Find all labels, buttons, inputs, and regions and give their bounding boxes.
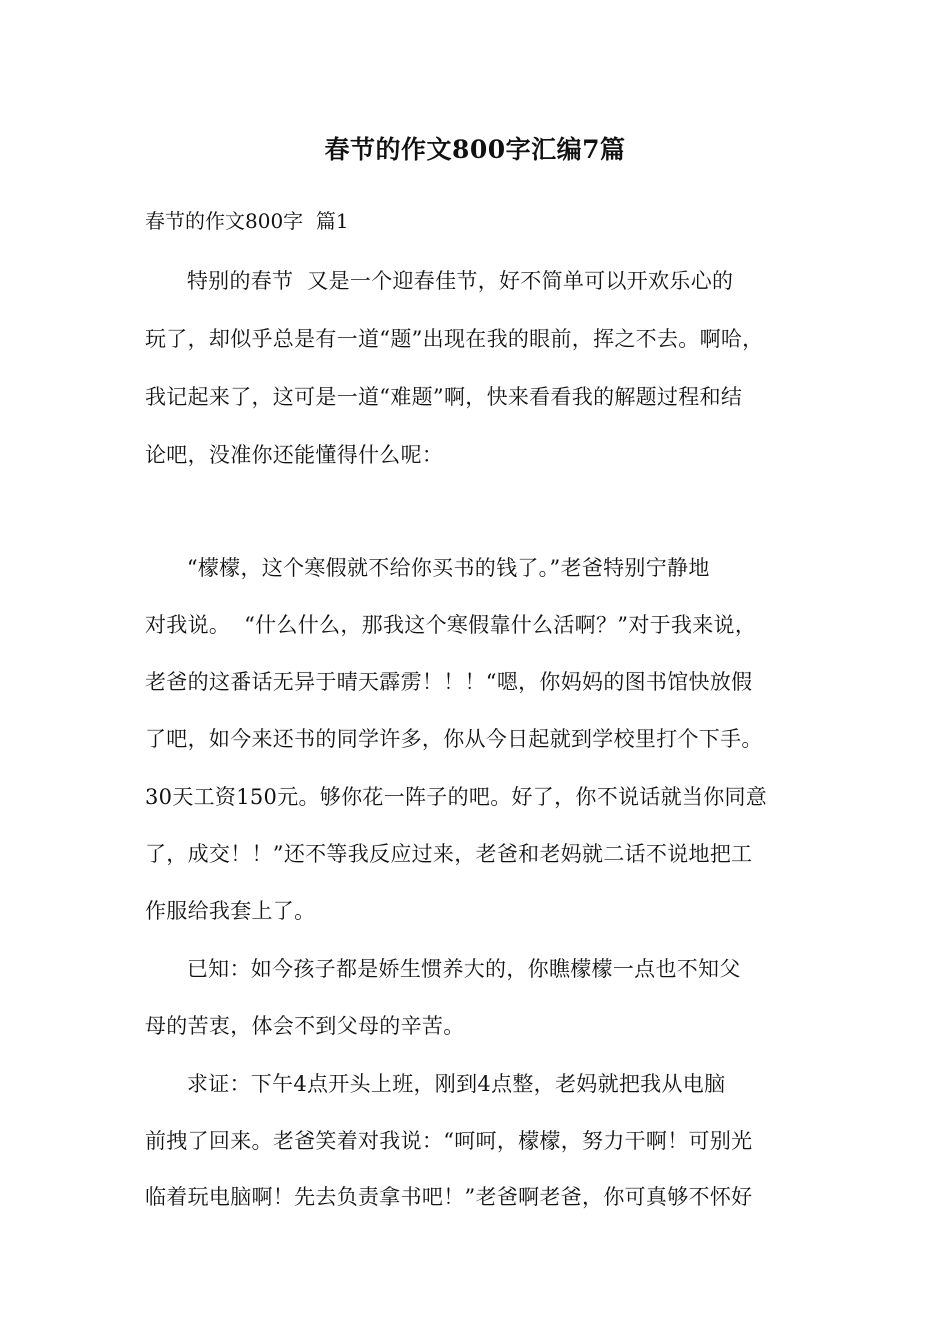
paragraph-line: 作服给我套上了。	[145, 899, 316, 923]
paragraph-line: 玩了，却似乎总是有一道“题”出现在我的眼前，挥之不去。啊哈，	[145, 327, 764, 351]
paragraph-line: 已知：如今孩子都是娇生惯养大的，你瞧檬檬一点也不知父	[145, 957, 741, 981]
paragraph-line: 前拽了回来。老爸笑着对我说：“呵呵，檬檬，努力干啊！可别光	[145, 1129, 753, 1153]
paragraph-line: 对我说。 “什么什么，那我这个寒假靠什么活啊？”对于我来说，	[145, 613, 757, 637]
section-heading: 春节的作文800字 篇1	[145, 209, 349, 233]
paragraph-line: 母的苦衷，体会不到父母的辛苦。	[145, 1014, 465, 1038]
paragraph-line: 老爸的这番话无异于晴天霹雳！！！“嗯，你妈妈的图书馆快放假	[145, 670, 753, 694]
paragraph-line: 30天工资150元。够你花一阵子的吧。好了，你不说话就当你同意	[145, 785, 768, 809]
paragraph-line: 了吧，如今来还书的同学许多，你从今日起就到学校里打个下手。	[145, 727, 763, 751]
paragraph-line: 论吧，没准你还能懂得什么呢：	[145, 443, 444, 467]
paragraph-line: 我记起来了，这可是一道“难题”啊，快来看看我的解题过程和结	[145, 385, 743, 409]
paragraph-line: “檬檬，这个寒假就不给你买书的钱了。”老爸特别宁静地	[145, 556, 710, 580]
document-title: 春节的作文800字汇编7篇	[324, 135, 626, 164]
paragraph-line: 求证：下午4点开头上班，刚到4点整，老妈就把我从电脑	[145, 1072, 726, 1096]
paragraph-line: 特别的春节 又是一个迎春佳节，好不简单可以开欢乐心的	[145, 269, 734, 293]
paragraph-line: 临着玩电脑啊！先去负责拿书吧！”老爸啊老爸，你可真够不怀好	[145, 1185, 753, 1209]
paragraph-line: 了，成交！！”还不等我反应过来，老爸和老妈就二话不说地把工	[145, 842, 753, 866]
